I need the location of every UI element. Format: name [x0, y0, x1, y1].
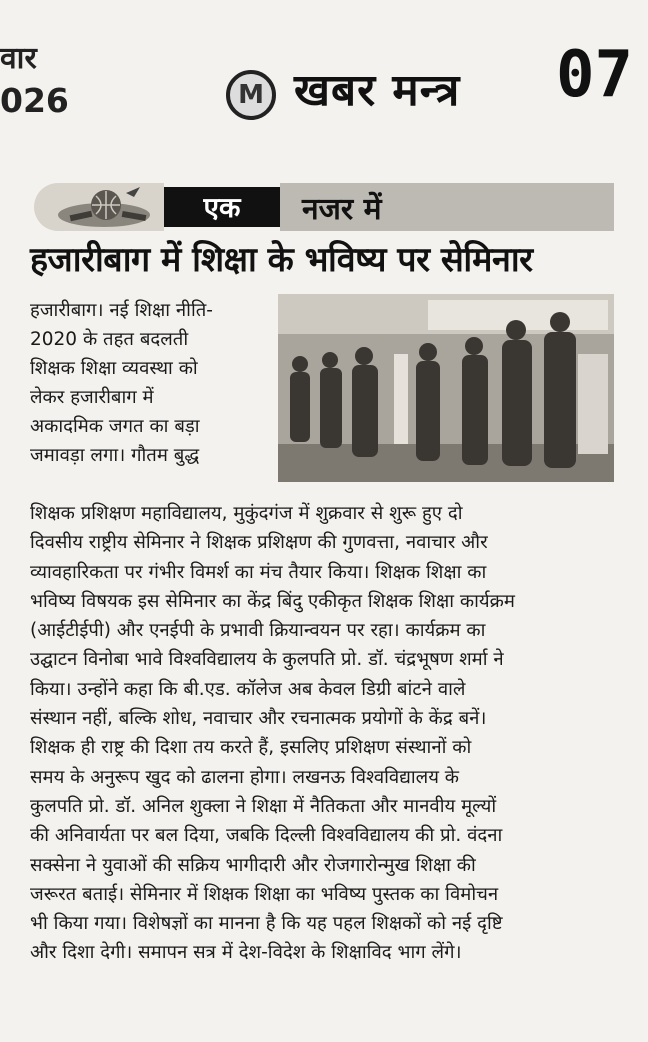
intro-line: शिक्षक शिक्षा व्यवस्था को — [30, 358, 198, 379]
brand-name: खबर मन्त्र — [294, 65, 461, 116]
intro-line: अकादमिक जगत का बड़ा — [30, 416, 200, 437]
body-line: और दिशा देगी। समापन सत्र में देश-विदेश के शिक्षाविद भाग लेंगे। — [30, 942, 462, 964]
body-line: भविष्य विषयक इस सेमिनार का केंद्र बिंदु एकीकृत शिक्षक शिक्षा कार्यक्रम — [30, 590, 515, 612]
article-photo — [278, 294, 614, 482]
body-line: किया। उन्होंने कहा कि बी.एड. कॉलेज अब केवल डिग्री बांटने वाले — [30, 678, 466, 700]
section-label-light-box — [280, 183, 614, 231]
article-body — [30, 499, 620, 968]
body-line: शिक्षक ही राष्ट्र की दिशा तय करते हैं, इसलिए प्रशिक्षण संस्थानों को — [30, 737, 472, 759]
intro-line: हजारीबाग। नई शिक्षा नीति- — [30, 300, 213, 321]
body-line: कुलपति प्रो. डॉ. अनिल शुक्ला ने शिक्षा में नैतिकता और मानवीय मूल्यों — [30, 795, 497, 817]
masthead-date-fragment — [0, 42, 69, 118]
masthead-year: 026 — [0, 81, 69, 120]
brand-logo-letter: M — [238, 80, 264, 110]
masthead-day: वार — [0, 41, 37, 76]
section-banner — [34, 183, 614, 231]
body-line: समय के अनुरूप खुद को ढालना होगा। लखनऊ विश्वविद्यालय के — [30, 766, 460, 788]
intro-line: लेकर हजारीबाग में — [30, 387, 154, 408]
body-line: उद्घाटन विनोबा भावे विश्वविद्यालय के कुलपति प्रो. डॉ. चंद्रभूषण शर्मा ने — [30, 649, 504, 671]
body-line: सक्सेना ने युवाओं की सक्रिय भागीदारी और रोजगारोन्मुख शिक्षा की — [30, 854, 476, 876]
section-label-dark: एक — [164, 187, 280, 227]
section-label-light: नजर में — [302, 192, 382, 227]
body-line: व्यावहारिकता पर गंभीर विमर्श का मंच तैयार किया। शिक्षक शिक्षा का — [30, 561, 487, 583]
body-line: जरूरत बताई। सेमिनार में शिक्षक शिक्षा का भविष्य पुस्तक का विमोचन — [30, 883, 499, 905]
page-number: 07 — [556, 38, 634, 112]
intro-line: जमावड़ा लगा। गौतम बुद्ध — [30, 445, 200, 466]
globe-books-illustration-icon — [34, 183, 164, 231]
brand-logo-icon — [226, 70, 276, 120]
article-headline: हजारीबाग में शिक्षा के भविष्य पर सेमिनार — [30, 240, 533, 280]
intro-line: 2020 के तहत बदलती — [30, 329, 189, 350]
body-line: भी किया गया। विशेषज्ञों का मानना है कि यह पहल शिक्षकों को नई दृष्टि — [30, 913, 503, 935]
body-line: (आईटीईपी) और एनईपी के प्रभावी क्रियान्वयन पर रहा। कार्यक्रम का — [30, 620, 486, 642]
body-line: संस्थान नहीं, बल्कि शोध, नवाचार और रचनात्मक प्रयोगों के केंद्र बनें। — [30, 708, 487, 730]
body-line: शिक्षक प्रशिक्षण महाविद्यालय, मुकुंदगंज में शुक्रवार से शुरू हुए दो — [30, 503, 463, 524]
article-intro-column — [30, 296, 270, 470]
body-line: दिवसीय राष्ट्रीय सेमिनार ने शिक्षक प्रशिक्षण की गुणवत्ता, नवाचार और — [30, 532, 488, 554]
body-line: की अनिवार्यता पर बल दिया, जबकि दिल्ली विश्वविद्यालय की प्रो. वंदना — [30, 825, 503, 847]
